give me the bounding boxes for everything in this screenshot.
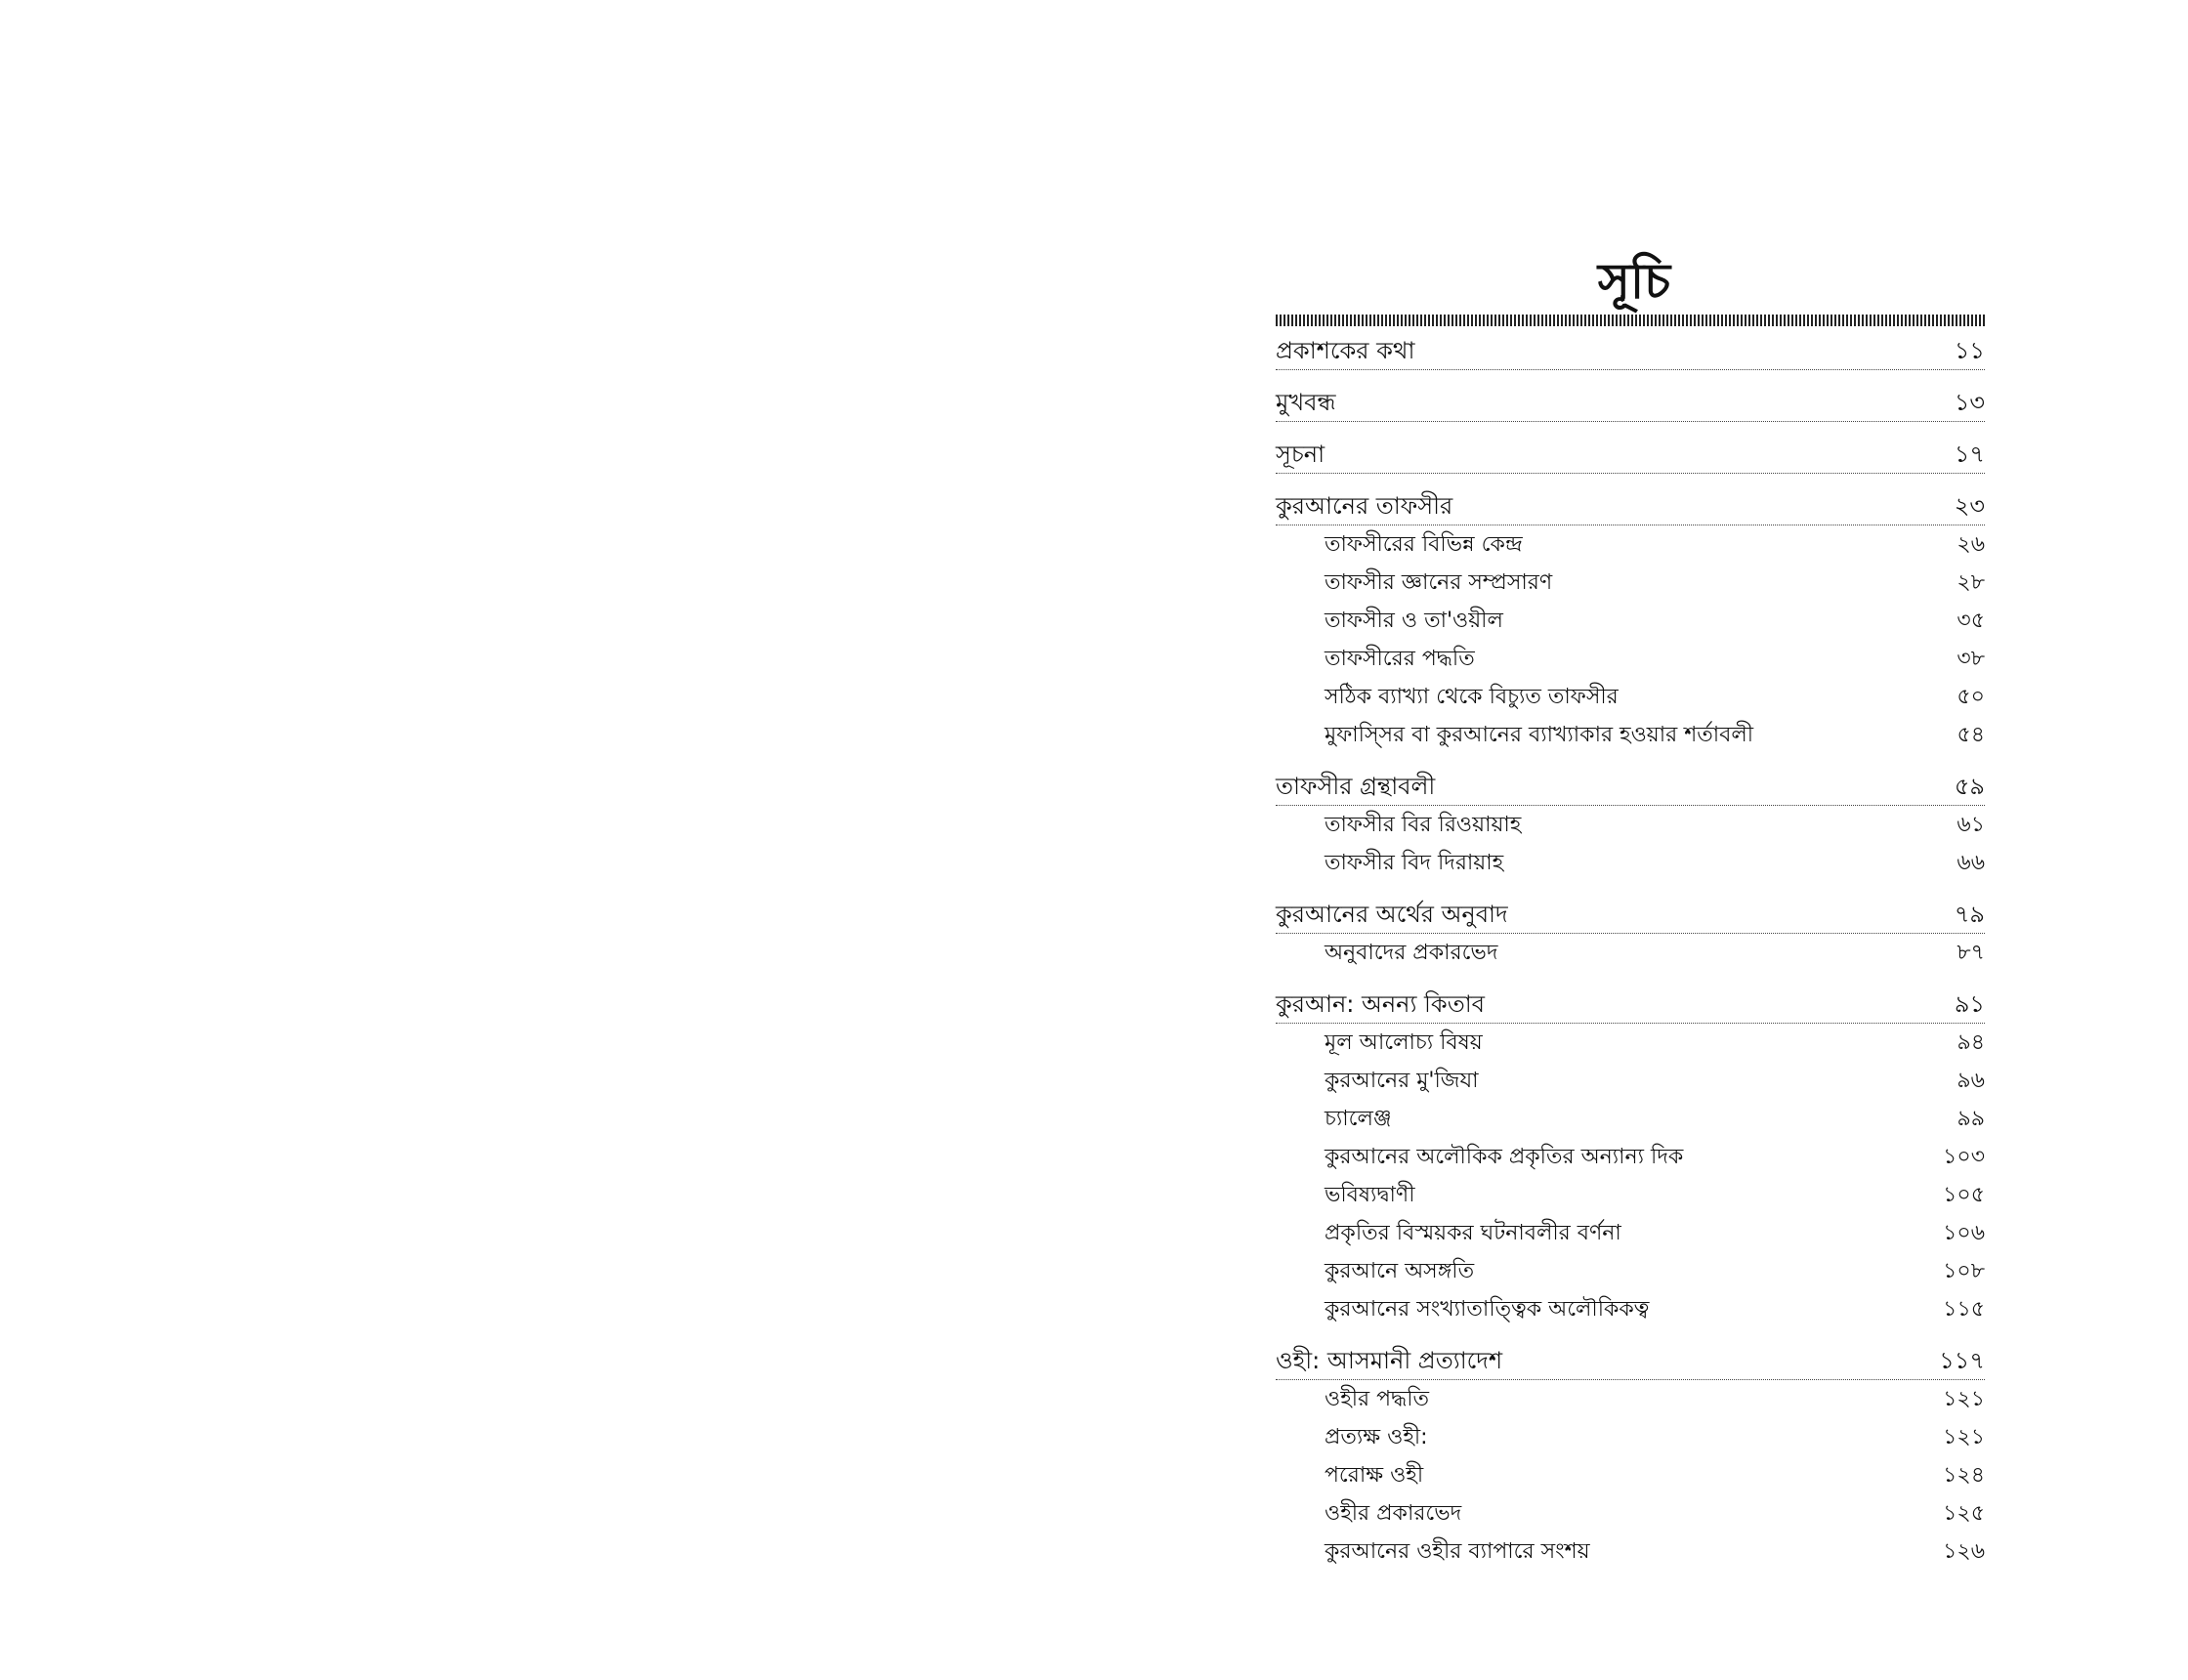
chapter-page-number: ৯১ bbox=[1954, 990, 1985, 1018]
subsection-entry[interactable] bbox=[1276, 1100, 1985, 1138]
subsection-title: কুরআনের সংখ্যাতাত্ত্বিক অলৌকিকত্ব bbox=[1325, 1297, 1650, 1322]
subsection-entry[interactable] bbox=[1276, 1290, 1985, 1328]
subsection-page-number: ৩৫ bbox=[1957, 609, 1985, 633]
subsection-entry[interactable] bbox=[1276, 640, 1985, 678]
toc-section bbox=[1276, 487, 1985, 754]
subsection-entry[interactable] bbox=[1276, 602, 1985, 640]
subsection-title: ওহীর পদ্ধতি bbox=[1325, 1387, 1430, 1411]
subsection-entry[interactable] bbox=[1276, 1176, 1985, 1214]
subsection-title: কুরআনে অসঙ্গতি bbox=[1325, 1259, 1475, 1283]
toc-section bbox=[1276, 332, 1985, 370]
subsection-page-number: ১০৫ bbox=[1943, 1183, 1985, 1207]
subsection-page-number: ২৬ bbox=[1957, 532, 1985, 557]
subsection-entry[interactable] bbox=[1276, 1024, 1985, 1062]
subsection-entry[interactable] bbox=[1276, 678, 1985, 716]
contents-list bbox=[1276, 332, 1985, 1571]
subsection-page-number: ১২৫ bbox=[1943, 1501, 1985, 1526]
subsection-entry[interactable] bbox=[1276, 806, 1985, 844]
subsection-page-number: ১২৬ bbox=[1943, 1539, 1985, 1564]
chapter-page-number: ২৩ bbox=[1954, 492, 1985, 520]
subsection-title: তাফসীরের পদ্ধতি bbox=[1325, 647, 1475, 671]
subsection-entry[interactable] bbox=[1276, 1214, 1985, 1252]
contents-title: সূচি bbox=[1597, 252, 1671, 310]
chapter-entry[interactable] bbox=[1276, 768, 1985, 806]
chapter-title: কুরআনের তাফসীর bbox=[1276, 492, 1453, 520]
subsection-page-number: ১২৪ bbox=[1943, 1463, 1985, 1488]
chapter-title: মুখবন্ধ bbox=[1276, 389, 1336, 416]
subsection-title: তাফসীর বিদ দিরায়াহ bbox=[1325, 851, 1504, 875]
subsection-title: চ্যালেঞ্জ bbox=[1325, 1107, 1392, 1131]
chapter-title: তাফসীর গ্রন্থাবলী bbox=[1276, 773, 1436, 800]
subsection-page-number: ১০৬ bbox=[1943, 1221, 1985, 1245]
chapter-title: কুরআন: অনন্য কিতাব bbox=[1276, 990, 1486, 1018]
subsection-page-number: ৮৭ bbox=[1957, 941, 1985, 965]
subsection-page-number: ১০৩ bbox=[1943, 1145, 1985, 1169]
subsection-entry[interactable] bbox=[1276, 525, 1985, 564]
subsection-title: পরোক্ষ ওহী bbox=[1325, 1463, 1424, 1488]
subsection-title: মূল আলোচ্য বিষয় bbox=[1325, 1030, 1483, 1055]
subsection-entry[interactable] bbox=[1276, 1380, 1985, 1418]
subsection-title: কুরআনের মু'জিযা bbox=[1325, 1069, 1479, 1093]
toc-section bbox=[1276, 986, 1985, 1328]
subsection-page-number: ৯৪ bbox=[1957, 1030, 1985, 1055]
chapter-page-number: ১৩ bbox=[1954, 389, 1985, 416]
chapter-page-number: ৫৯ bbox=[1954, 773, 1985, 800]
subsection-title: তাফসীর জ্ঞানের সম্প্রসারণ bbox=[1325, 570, 1553, 595]
toc-section bbox=[1276, 896, 1985, 972]
subsection-entry[interactable] bbox=[1276, 1062, 1985, 1100]
title-divider bbox=[1276, 315, 1985, 326]
toc-section bbox=[1276, 768, 1985, 882]
chapter-page-number: ১১৭ bbox=[1939, 1347, 1985, 1374]
subsection-entry[interactable] bbox=[1276, 1138, 1985, 1176]
toc-section bbox=[1276, 384, 1985, 422]
subsection-entry[interactable] bbox=[1276, 1252, 1985, 1290]
subsection-entry[interactable] bbox=[1276, 1456, 1985, 1494]
subsection-title: ভবিষ্যদ্বাণী bbox=[1325, 1183, 1415, 1207]
subsection-title: কুরআনের ওহীর ব্যাপারে সংশয় bbox=[1325, 1539, 1590, 1564]
subsection-title: অনুবাদের প্রকারভেদ bbox=[1325, 941, 1498, 965]
subsection-title: কুরআনের অলৌকিক প্রকৃতির অন্যান্য দিক bbox=[1325, 1145, 1684, 1169]
chapter-title: কুরআনের অর্থের অনুবাদ bbox=[1276, 901, 1508, 928]
contents-page bbox=[1094, 0, 2188, 1680]
subsection-page-number: ৯৯ bbox=[1957, 1107, 1985, 1131]
chapter-page-number: ১১ bbox=[1954, 337, 1985, 364]
subsection-title: মুফাস্সির বা কুরআনের ব্যাখ্যাকার হওয়ার শর্তাবলী bbox=[1325, 723, 1754, 747]
chapter-title: প্রকাশকের কথা bbox=[1276, 337, 1415, 364]
chapter-entry[interactable] bbox=[1276, 436, 1985, 474]
subsection-entry[interactable] bbox=[1276, 1418, 1985, 1456]
subsection-title: তাফসীর ও তা'ওয়ীল bbox=[1325, 609, 1503, 633]
chapter-entry[interactable] bbox=[1276, 986, 1985, 1024]
subsection-title: প্রকৃতির বিস্ময়কর ঘটনাবলীর বর্ণনা bbox=[1325, 1221, 1621, 1245]
subsection-page-number: ৬১ bbox=[1957, 813, 1985, 837]
subsection-entry[interactable] bbox=[1276, 564, 1985, 602]
subsection-entry[interactable] bbox=[1276, 844, 1985, 882]
chapter-title: সূচনা bbox=[1276, 441, 1325, 468]
subsection-entry[interactable] bbox=[1276, 1494, 1985, 1533]
subsection-page-number: ১২১ bbox=[1943, 1387, 1985, 1411]
subsection-entry[interactable] bbox=[1276, 934, 1985, 972]
chapter-entry[interactable] bbox=[1276, 487, 1985, 525]
subsection-title: তাফসীর বির রিওয়ায়াহ bbox=[1325, 813, 1522, 837]
chapter-entry[interactable] bbox=[1276, 332, 1985, 370]
subsection-entry[interactable] bbox=[1276, 716, 1985, 754]
subsection-page-number: ৫০ bbox=[1957, 685, 1985, 709]
subsection-title: প্রত্যক্ষ ওহী: bbox=[1325, 1425, 1428, 1449]
table-of-contents bbox=[1276, 252, 1985, 1571]
subsection-title: তাফসীরের বিভিন্ন কেন্দ্র bbox=[1325, 532, 1523, 557]
subsection-page-number: ৯৬ bbox=[1957, 1069, 1985, 1093]
subsection-page-number: ৫৪ bbox=[1957, 723, 1985, 747]
chapter-entry[interactable] bbox=[1276, 384, 1985, 422]
subsection-page-number: ৬৬ bbox=[1957, 851, 1985, 875]
subsection-title: ওহীর প্রকারভেদ bbox=[1325, 1501, 1462, 1526]
subsection-page-number: ১১৫ bbox=[1943, 1297, 1985, 1322]
subsection-page-number: ১২১ bbox=[1943, 1425, 1985, 1449]
chapter-page-number: ১৭ bbox=[1954, 441, 1985, 468]
subsection-page-number: ২৮ bbox=[1957, 570, 1985, 595]
chapter-title: ওহী: আসমানী প্রত্যাদেশ bbox=[1276, 1347, 1503, 1374]
chapter-entry[interactable] bbox=[1276, 896, 1985, 934]
subsection-page-number: ১০৮ bbox=[1943, 1259, 1985, 1283]
chapter-entry[interactable] bbox=[1276, 1342, 1985, 1380]
toc-section bbox=[1276, 1342, 1985, 1571]
subsection-title: সঠিক ব্যাখ্যা থেকে বিচ্যুত তাফসীর bbox=[1325, 685, 1619, 709]
subsection-page-number: ৩৮ bbox=[1957, 647, 1985, 671]
subsection-entry[interactable] bbox=[1276, 1533, 1985, 1571]
toc-section bbox=[1276, 436, 1985, 474]
chapter-page-number: ৭৯ bbox=[1954, 901, 1985, 928]
